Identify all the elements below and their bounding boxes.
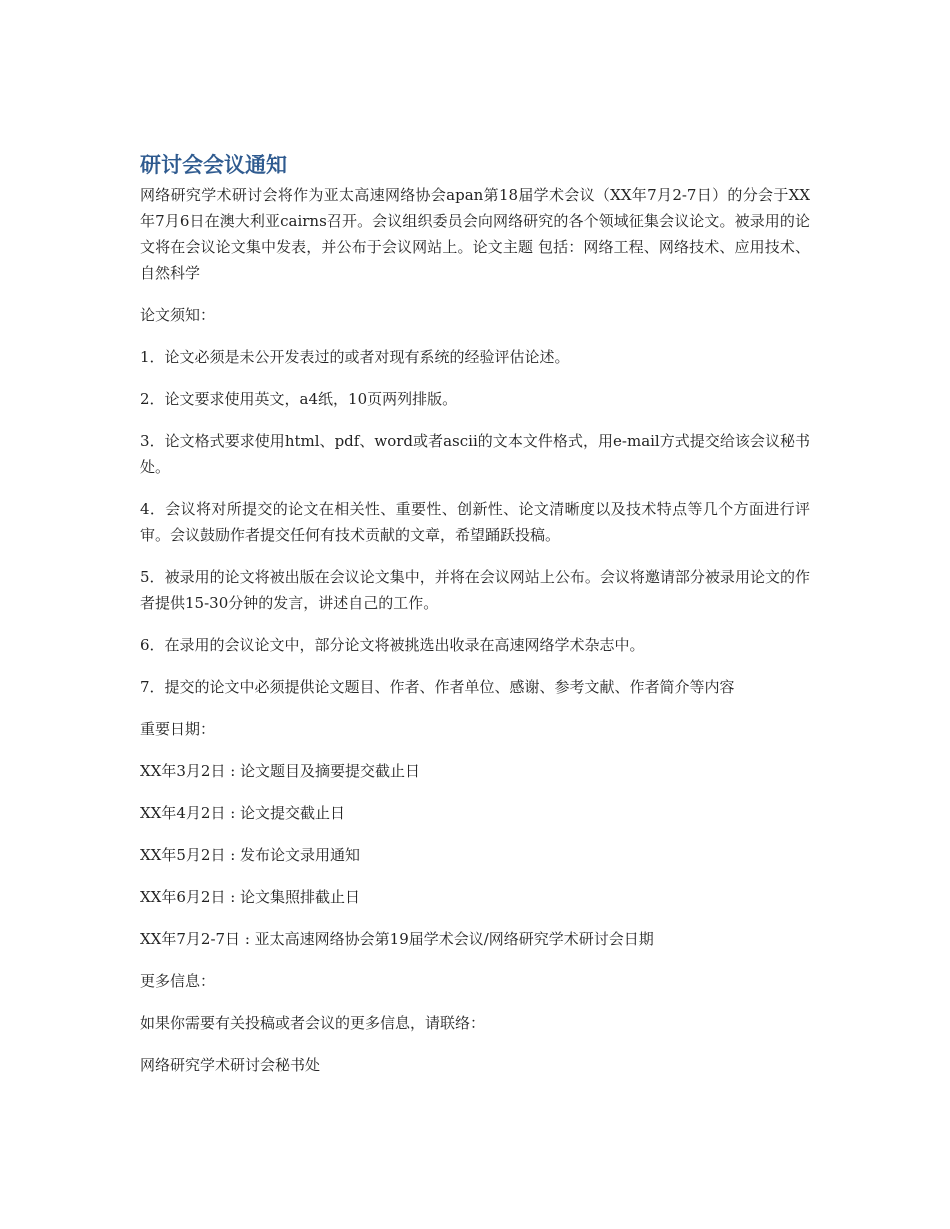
date-item-5: XX年7月2-7日 : 亚太高速网络协会第19届学术会议/网络研究学术研讨会日期 [140,930,654,948]
notice-item-7: 7．提交的论文中必须提供论文题目、作者、作者单位、感谢、参考文献、作者简介等内容 [140,678,735,696]
date-item-2: XX年4月2日 : 论文提交截止日 [140,804,346,822]
notice-item-3: 3．论文格式要求使用html、pdf、word或者ascii的文本文件格式，用e-mail方式提交给该会议秘书处。 [140,432,810,476]
notice-item-1: 1．论文必须是未公开发表过的或者对现有系统的经验评估论述。 [140,348,570,366]
notice-item-4: 4．会议将对所提交的论文在相关性、重要性、创新性、论文清晰度以及技术特点等几个方面进行评审。会议鼓励作者提交任何有技术贡献的文章，希望踊跃投稿。 [140,500,810,544]
date-item-3: XX年5月2日 : 发布论文录用通知 [140,846,361,864]
contact-organization: 网络研究学术研讨会秘书处 [140,1056,321,1074]
notice-heading: 论文须知： [140,306,216,324]
date-item-4: XX年6月2日 : 论文集照排截止日 [140,888,361,906]
intro-paragraph: 网络研究学术研讨会将作为亚太高速网络协会apan第18届学术会议（XX年7月2-7日）的分会于XX年7月6日在澳大利亚cairns召开。会议组织委员会向网络研究的各个领域征集会议论文。被录用的论文将在会议论文集中发表，并公布于会议网站上。论文主题 包括：网络工程、网络技术、应用技术、自然科学 [140,186,810,282]
more-info-heading: 更多信息： [140,972,216,990]
notice-item-6: 6．在录用的会议论文中，部分论文将被挑选出收录在高速网络学术杂志中。 [140,636,645,654]
document-page [140,150,810,1094]
dates-heading: 重要日期： [140,720,216,738]
date-item-1: XX年3月2日 : 论文题目及摘要提交截止日 [140,762,421,780]
document-title: 研讨会会议通知 [140,153,287,177]
contact-line: 如果你需要有关投稿或者会议的更多信息，请联络： [140,1014,486,1032]
notice-item-5: 5．被录用的论文将被出版在会议论文集中，并将在会议网站上公布。会议将邀请部分被录用论文的作者提供15-30分钟的发言，讲述自己的工作。 [140,568,810,612]
notice-item-2: 2．论文要求使用英文，a4纸，10页两列排版。 [140,390,458,408]
